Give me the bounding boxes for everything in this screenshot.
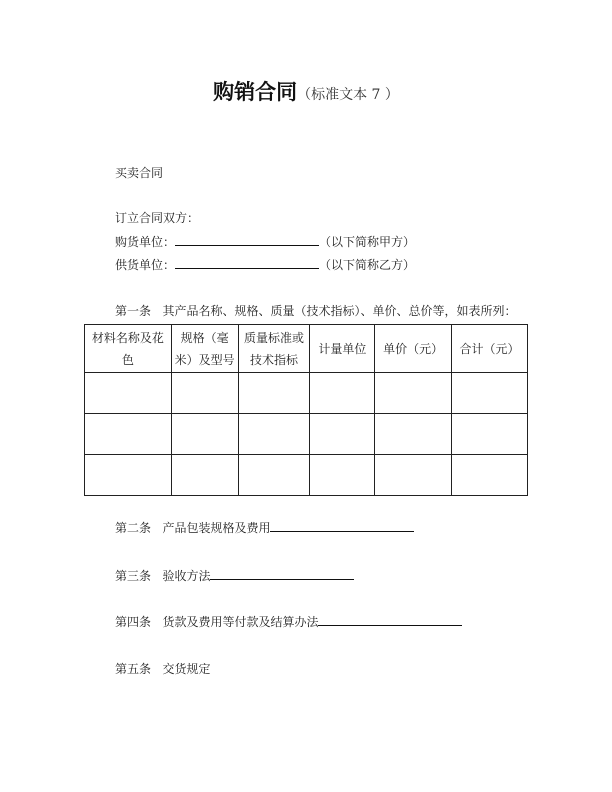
article-number: 第四条 [115,615,152,629]
table-cell[interactable] [85,373,172,414]
article-4 [115,613,462,630]
table-cell[interactable] [171,373,238,414]
table-cell[interactable] [452,373,528,414]
article-5 [115,660,210,677]
table-cell[interactable] [171,414,238,455]
seller-label: 供货单位： [115,258,176,272]
parties-heading: 订立合同双方： [115,211,200,225]
table-cell[interactable] [238,455,310,496]
article-3 [115,567,354,584]
header-cell: 计量单位 [310,325,375,373]
article-2 [115,519,414,536]
header-cell: 质量标准或 技术指标 [238,325,310,373]
table-cell[interactable] [310,455,375,496]
article-3-blank[interactable] [210,568,354,580]
article-number: 第一条 [115,304,152,318]
table-cell[interactable] [310,373,375,414]
table-cell[interactable] [452,414,528,455]
table-row [85,414,528,455]
article-4-blank[interactable] [318,614,462,626]
buyer-label: 购货单位： [115,235,176,249]
header-cell: 规格（毫 米）及型号 [171,325,238,373]
article-text: 其产品名称、规格、质量（技术指标）、单价、总价等，如表所列： [162,304,517,318]
table-cell[interactable] [85,414,172,455]
article-text: 货款及费用等付款及结算办法 [162,615,319,629]
article-text: 验收方法 [162,569,211,583]
table-row [85,455,528,496]
header-cell: 单价（元） [375,325,452,373]
table-cell[interactable] [310,414,375,455]
table-cell[interactable] [238,373,310,414]
table-cell[interactable] [375,414,452,455]
table-cell[interactable] [375,455,452,496]
article-2-blank[interactable] [270,520,414,532]
header-cell: 合计（元） [452,325,528,373]
table-cell[interactable] [171,455,238,496]
buyer-note: （以下简称甲方） [319,235,416,249]
title-sub: （标准文本 7 ） [297,87,399,103]
article-text: 交货规定 [162,662,211,676]
article-number: 第二条 [115,521,152,535]
article-number: 第三条 [115,569,152,583]
contract-type: 买卖合同 [115,166,164,180]
article-number: 第五条 [115,662,152,676]
seller-blank[interactable] [175,257,319,269]
table-cell[interactable] [375,373,452,414]
article-1 [115,302,516,319]
title-main: 购销合同 [213,80,298,104]
table-row [85,373,528,414]
seller-note: （以下简称乙方） [319,258,416,272]
seller-line [115,256,415,273]
table-cell[interactable] [452,455,528,496]
table-cell[interactable] [238,414,310,455]
document-title [0,76,612,106]
article-text: 产品包装规格及费用 [162,521,271,535]
header-cell: 材料名称及花 色 [85,325,172,373]
table-cell[interactable] [85,455,172,496]
buyer-blank[interactable] [175,234,319,246]
buyer-line [115,233,415,250]
product-table [84,324,528,496]
table-header-row [85,325,528,373]
